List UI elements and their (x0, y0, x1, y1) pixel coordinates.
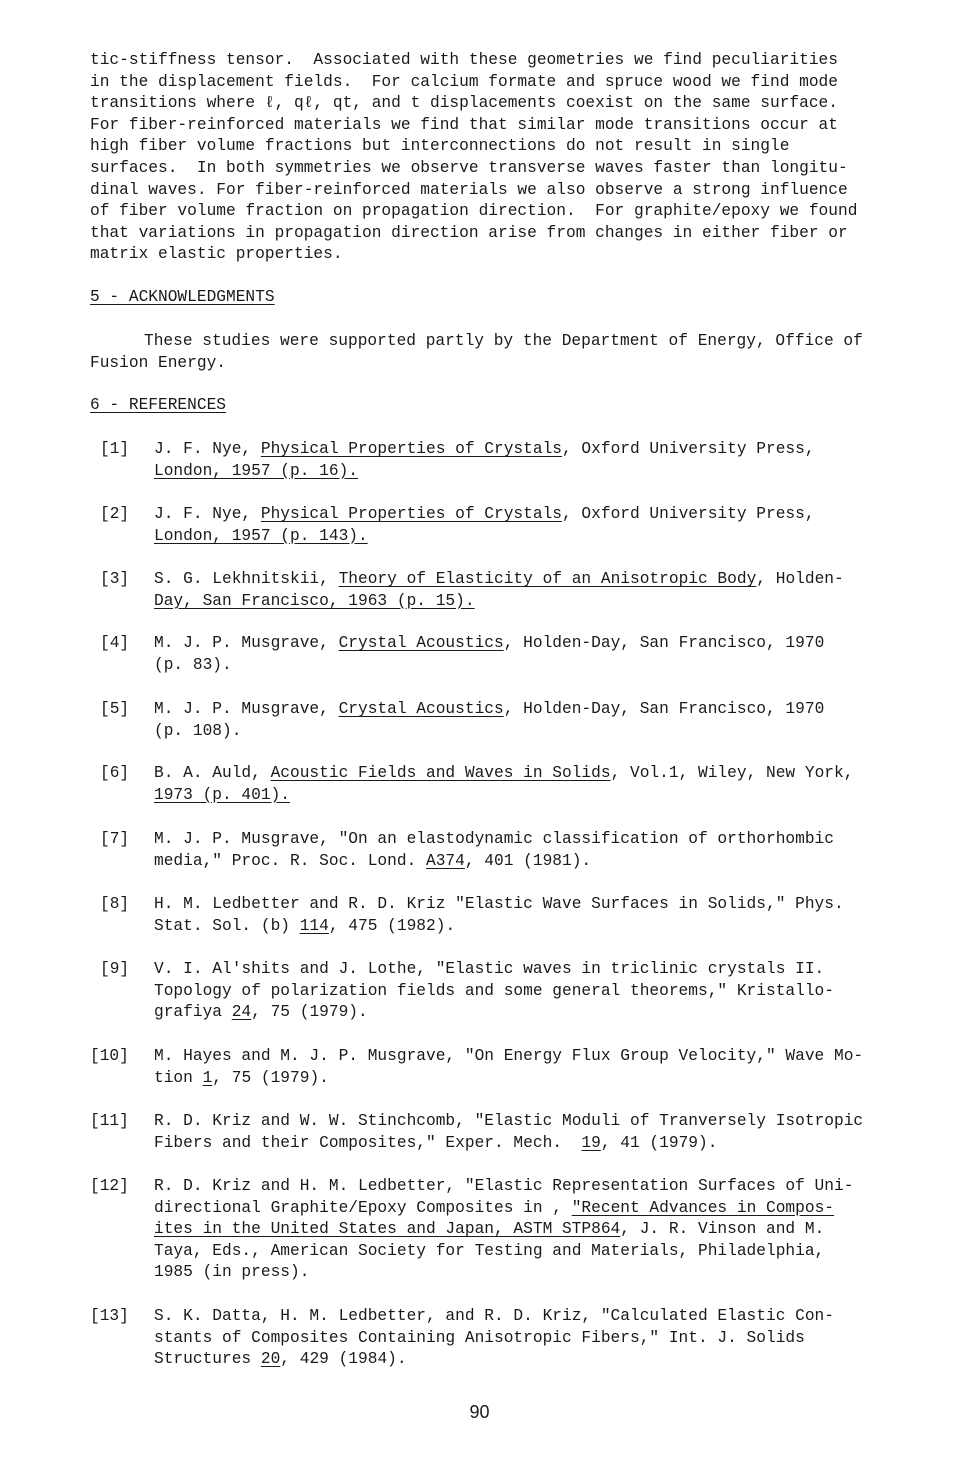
reference-segment: , J. R. Vinson and M. (620, 1220, 825, 1239)
reference-segment: , 41 (1979). (600, 1133, 718, 1152)
reference-number: [8] (100, 895, 130, 913)
reference-text (154, 504, 944, 547)
reference-segment: , 475 (1982). (328, 916, 456, 935)
reference-title: Crystal Acoustics (338, 634, 504, 652)
intro-line: surfaces. In both symmetries we observe transverse waves faster than longitu- (90, 158, 848, 177)
intro-line: of fiber volume fraction on propagation direction. For graphite/epoxy we found (90, 202, 858, 221)
reference-segment: M. J. P. Musgrave, (154, 634, 339, 652)
reference-segment: Structures (154, 1350, 261, 1369)
reference-segment: media," Proc. R. Soc. Lond. (154, 851, 426, 870)
reference-segment: H. M. Ledbetter and R. D. Kriz "Elastic Wave Surfaces in Solids," Phys. (154, 895, 844, 913)
reference-number: [11] (90, 1112, 129, 1130)
reference-title: ites in the United States and Japan, ASTM STP864 (154, 1220, 621, 1239)
intro-line: in the displacement fields. For calcium formate and spruce wood we find mode (90, 72, 838, 91)
acknowledgments-heading: 5 - ACKNOWLEDGMENTS (90, 288, 275, 306)
reference-text (154, 959, 944, 1024)
reference-segment: directional Graphite/Epoxy Composites in , (154, 1198, 572, 1217)
reference-title: Day, San Francisco, 1963 (p. 15). (154, 591, 475, 610)
intro-line: dinal waves. For fiber-reinforced materials we also observe a strong influence (90, 180, 848, 199)
reference-segment: tion (154, 1068, 203, 1087)
reference-segment: , 429 (1984). (280, 1350, 407, 1369)
intro-line: transitions where ℓ, qℓ, qt, and t displacements coexist on the same surface. (90, 94, 838, 113)
reference-number: [10] (90, 1047, 129, 1065)
reference-segment: S. G. Lekhnitskii, (154, 570, 339, 588)
reference-title: A374 (426, 851, 465, 870)
reference-title: Crystal Acoustics (338, 700, 504, 718)
reference-number: [7] (100, 830, 130, 848)
reference-number: [9] (100, 960, 130, 978)
reference-text (154, 1176, 944, 1284)
reference-number: [5] (100, 700, 130, 718)
reference-segment: , Holden- (756, 570, 844, 588)
reference-text (154, 1046, 944, 1089)
acknowledgments-paragraph (90, 331, 945, 374)
reference-title: 1 (202, 1068, 213, 1087)
reference-segment: M. Hayes and M. J. P. Musgrave, "On Energy Flux Group Velocity," Wave Mo- (154, 1047, 864, 1065)
reference-segment: J. F. Nye, (154, 440, 261, 458)
reference-segment: J. F. Nye, (154, 505, 261, 523)
reference-title: 24 (231, 1003, 252, 1022)
reference-segment: , 75 (1979). (251, 1003, 368, 1022)
reference-title: Acoustic Fields and Waves in Solids (270, 764, 611, 782)
reference-segment: R. D. Kriz and H. M. Ledbetter, "Elastic Representation Surfaces of Uni- (154, 1177, 854, 1195)
reference-number: [4] (100, 634, 130, 652)
reference-text (154, 699, 944, 742)
reference-number: [3] (100, 570, 130, 588)
reference-segment: B. A. Auld, (154, 764, 271, 782)
reference-number: [12] (90, 1177, 129, 1195)
reference-segment: Taya, Eds., American Society for Testing and Materials, Philadelphia, (154, 1241, 825, 1260)
reference-title: Physical Properties of Crystals (260, 505, 562, 523)
reference-segment: (p. 83). (154, 655, 232, 674)
reference-text (154, 763, 944, 806)
reference-title: Theory of Elasticity of an Anisotropic Body (338, 570, 757, 588)
reference-title: 114 (299, 916, 329, 935)
reference-text (154, 633, 944, 676)
reference-number: [2] (100, 505, 130, 523)
reference-number: [1] (100, 440, 130, 458)
intro-line: matrix elastic properties. (90, 245, 343, 264)
reference-number: [13] (90, 1307, 129, 1325)
reference-title: London, 1957 (p. 143). (154, 526, 368, 545)
reference-segment: , Oxford University Press, (562, 505, 815, 523)
reference-segment: , 75 (1979). (212, 1068, 329, 1087)
intro-line: For fiber-reinforced materials we find that similar mode transitions occur at (90, 115, 838, 134)
reference-segment: stants of Composites Containing Anisotropic Fibers," Int. J. Solids (154, 1328, 805, 1347)
reference-title: 19 (581, 1133, 601, 1152)
reference-text (154, 894, 944, 937)
reference-title: 1973 (p. 401). (154, 785, 290, 804)
reference-segment: grafiya (154, 1003, 232, 1022)
reference-segment: , Oxford University Press, (562, 440, 815, 458)
reference-title: Physical Properties of Crystals (260, 440, 562, 458)
reference-segment: , 401 (1981). (464, 851, 592, 870)
reference-segment: Topology of polarization fields and some general theorems," Kristallo- (154, 981, 834, 1000)
reference-segment: (p. 108). (154, 721, 242, 740)
reference-segment: Stat. Sol. (b) (154, 916, 300, 935)
reference-text (154, 829, 944, 872)
reference-segment: S. K. Datta, H. M. Ledbetter, and R. D. Kriz, "Calculated Elastic Con- (154, 1307, 834, 1325)
reference-segment: , Holden-Day, San Francisco, 1970 (503, 700, 825, 718)
reference-segment: Fibers and their Composites," Exper. Mech. (154, 1133, 582, 1152)
reference-title: "Recent Advances in Compos- (571, 1198, 834, 1217)
reference-title: London, 1957 (p. 16). (154, 461, 358, 480)
acknowledgments-line: Fusion Energy. (90, 353, 226, 372)
reference-number: [6] (100, 764, 130, 782)
intro-line: tic-stiffness tensor. Associated with these geometries we find peculiarities (90, 51, 838, 69)
reference-segment: M. J. P. Musgrave, "On an elastodynamic classification of orthorhombic (154, 830, 834, 848)
intro-paragraph (90, 50, 945, 266)
reference-segment: R. D. Kriz and W. W. Stinchcomb, "Elastic Moduli of Tranversely Isotropic (154, 1112, 864, 1130)
page-number: 90 (469, 1402, 490, 1422)
reference-title: 20 (260, 1350, 281, 1369)
reference-text (154, 439, 944, 482)
reference-text (154, 1111, 944, 1154)
intro-line: that variations in propagation direction arise from changes in either fiber or (90, 223, 848, 242)
reference-text (154, 569, 944, 612)
reference-segment: , Holden-Day, San Francisco, 1970 (503, 634, 825, 652)
reference-text (154, 1306, 944, 1371)
reference-segment: , Vol.1, Wiley, New York, (610, 764, 854, 782)
reference-segment: M. J. P. Musgrave, (154, 700, 339, 718)
references-heading: 6 - REFERENCES (90, 396, 226, 414)
acknowledgments-line: These studies were supported partly by the Department of Energy, Office of (144, 332, 863, 350)
intro-line: high fiber volume fractions but interconnections do not result in single (90, 137, 790, 156)
reference-segment: 1985 (in press). (154, 1263, 310, 1282)
reference-segment: V. I. Al'shits and J. Lothe, "Elastic waves in triclinic crystals II. (154, 960, 825, 978)
